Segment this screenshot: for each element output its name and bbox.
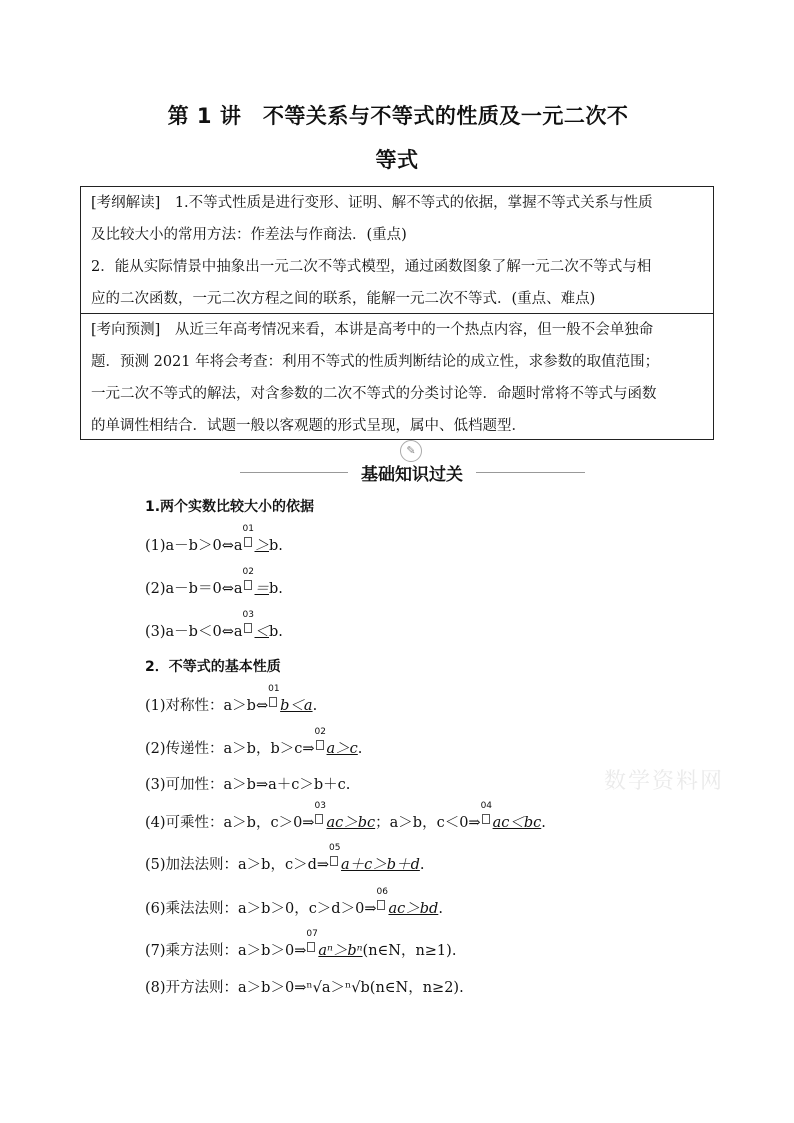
item-text: (n∈N，n≥1). <box>362 943 457 959</box>
blank-marker <box>314 801 376 832</box>
answer-text: ＜ <box>254 624 269 640</box>
item-text: . <box>541 815 546 831</box>
page-title-line2: 等式 <box>375 148 419 172</box>
property-8: (8)开方法则：a＞b＞0⇒ⁿ√a＞ⁿ√b(n∈N，n≥2). <box>145 980 464 996</box>
part1-item-3 <box>145 610 283 641</box>
item-text: (2)传递性：a＞b，b＞c⇒ <box>145 741 315 757</box>
blank-box-icon <box>330 856 338 866</box>
answer-text: a＋c＞b＋d <box>341 857 420 873</box>
property-1 <box>145 684 318 715</box>
blank-box-icon <box>244 537 252 547</box>
outline-line: 应的二次函数，一元二次方程之间的联系，能解一元二次不等式．(重点、难点) <box>91 291 596 307</box>
outline-box <box>80 186 714 314</box>
forecast-box <box>80 313 714 440</box>
item-text: . <box>438 901 443 917</box>
answer-text: b＜a <box>280 698 313 714</box>
outline-line: 2．能从实际情景中抽象出一元二次不等式模型，通过函数图象了解一元二次不等式与相 <box>91 259 652 275</box>
item-text: . <box>312 698 318 714</box>
watermark: 数学资料网 <box>604 769 725 794</box>
item-text: (3)a－b＜0⇔a <box>145 624 243 640</box>
blank-marker <box>306 929 363 960</box>
item-text: b. <box>269 538 283 554</box>
outline-line: [考纲解读] 1.不等式性质是进行变形、证明、解不等式的依据，掌握不等式关系与性质 <box>91 195 653 211</box>
item-text: (6)乘法法则：a＞b＞0，c＞d＞0⇒ <box>145 901 377 917</box>
blank-number: 02 <box>242 567 254 577</box>
blank-box-icon <box>244 623 252 633</box>
answer-text: ac＜bc <box>492 815 542 831</box>
property-4 <box>145 801 546 832</box>
part1-item-1 <box>145 524 283 555</box>
answer-text: aⁿ＞bⁿ <box>318 943 363 959</box>
item-text: (5)加法法则：a＞b，c＞d⇒ <box>145 857 330 873</box>
property-2 <box>145 727 363 758</box>
blank-marker <box>242 524 270 555</box>
item-text: ；a＞b，c＜0⇒ <box>375 815 481 831</box>
item-text: (2)a－b＝0⇔a <box>145 581 243 597</box>
blank-box-icon <box>244 580 252 590</box>
item-text: (1)对称性：a＞b⇔ <box>145 698 269 714</box>
blank-number: 03 <box>242 610 254 620</box>
property-6 <box>145 887 443 918</box>
answer-text: ac＞bd <box>388 901 439 917</box>
part1-heading: 1.两个实数比较大小的依据 <box>145 499 315 515</box>
item-text: (1)a－b＞0⇔a <box>145 538 243 554</box>
blank-box-icon <box>307 942 315 952</box>
pen-icon: ✎ <box>400 440 422 462</box>
forecast-line: 一元二次不等式的解法，对含参数的二次不等式的分类讨论等．命题时常将不等式与函数 <box>91 386 657 402</box>
blank-number: 07 <box>306 929 318 939</box>
blank-box-icon <box>377 900 385 910</box>
blank-box-icon <box>269 697 277 707</box>
forecast-line: [考向预测] 从近三年高考情况来看，本讲是高考中的一个热点内容，但一般不会单独命 <box>91 322 654 338</box>
divider-line-right <box>476 472 585 473</box>
section-divider <box>240 444 585 485</box>
item-text: . <box>419 857 425 873</box>
answer-text: ac＞bc <box>326 815 376 831</box>
blank-number: 01 <box>242 524 254 534</box>
property-3: (3)可加性：a＞b⇒a＋c＞b＋c. <box>145 777 351 793</box>
blank-marker <box>376 887 439 918</box>
answer-text: a＞c <box>326 741 358 757</box>
blank-number: 01 <box>268 684 280 694</box>
blank-marker <box>242 610 270 641</box>
divider-line-left <box>240 472 348 473</box>
blank-number: 04 <box>480 801 493 811</box>
blank-box-icon <box>315 814 323 824</box>
blank-box-icon <box>316 740 324 750</box>
part1-item-2 <box>145 567 283 598</box>
outline-line: 及比较大小的常用方法：作差法与作商法．(重点) <box>91 227 407 243</box>
blank-marker <box>268 684 313 715</box>
blank-marker <box>314 727 358 758</box>
property-5 <box>145 843 425 874</box>
part2-heading: 2．不等式的基本性质 <box>145 659 281 675</box>
blank-marker <box>480 801 542 832</box>
forecast-line: 的单调性相结合．试题一般以客观题的形式呈现，属中、低档题型． <box>91 418 526 434</box>
forecast-line: 题．预测 2021 年将会考查：利用不等式的性质判断结论的成立性，求参数的取值范围； <box>91 354 660 370</box>
blank-box-icon <box>482 814 490 824</box>
blank-marker <box>329 843 420 874</box>
blank-number: 02 <box>314 727 326 737</box>
blank-marker <box>242 567 270 598</box>
item-text: (4)可乘性：a＞b，c＞0⇒ <box>145 815 315 831</box>
blank-number: 05 <box>329 843 341 853</box>
blank-number: 03 <box>314 801 326 811</box>
item-text: b. <box>269 624 283 640</box>
blank-number: 06 <box>376 887 388 897</box>
item-text: . <box>357 741 363 757</box>
item-text: (7)乘方法则：a＞b＞0⇒ <box>145 943 307 959</box>
property-7 <box>145 929 457 960</box>
answer-text: ＞ <box>254 538 269 554</box>
item-text: b. <box>269 581 283 597</box>
page-title-line1: 第 1 讲 不等关系与不等式的性质及一元二次不 <box>167 104 629 128</box>
section-heading: 基础知识过关 <box>361 465 463 485</box>
answer-text: ＝ <box>254 581 269 597</box>
